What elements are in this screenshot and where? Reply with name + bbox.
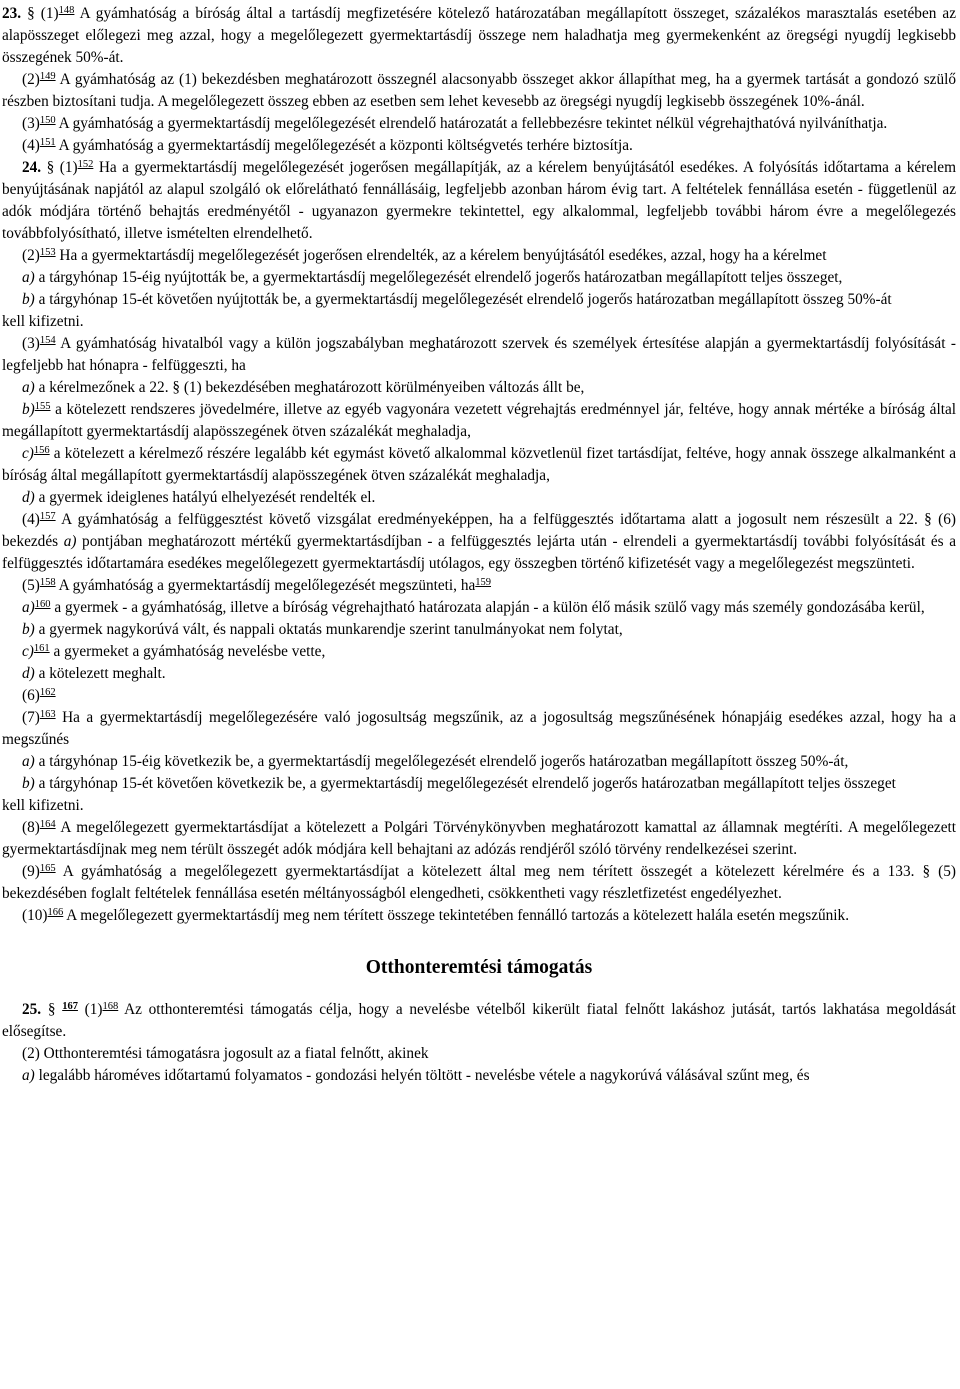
point-label: b): [22, 401, 35, 418]
paragraph: [2, 751, 956, 773]
point-label: b): [22, 775, 35, 792]
paragraph-text: a tárgyhónap 15-éig következik be, a gyermektartásdíj megelőlegezését elrendelő jogerős határozatban megállapított összeg 50%-át,: [34, 753, 849, 770]
footnote-link[interactable]: 166: [47, 907, 64, 918]
paragraph-text: a kötelezett meghalt.: [34, 665, 166, 682]
point-label: a): [22, 753, 35, 770]
paragraph-text: a gyermek nagykorúvá vált, és nappali oktatás munkarendje szerint tanulmányokat nem folytat,: [34, 621, 623, 638]
paragraph: [2, 509, 956, 575]
paragraph-text: a kötelezett rendszeres jövedelmére, illetve az egyéb vagyonára vezetett végrehajtás eredménnyel jár, feltéve, hogy annak mértéke a bíróság által megállapított gyermektartásdíj alapösszegének ötven százalékát meghaladja,: [2, 401, 956, 440]
point-label: d): [22, 489, 35, 506]
paragraph-text: a kérelmezőnek a 22. § (1) bekezdésében meghatározott körülményeiben változás állt be,: [34, 379, 585, 396]
paragraph: [2, 707, 956, 751]
paragraph-text: A gyámhatóság a gyermektartásdíj megelőlegezését elrendelő határozatát a fellebbezésre tekintet nélkül végrehajthatóvá nyilváníthatja.: [55, 115, 888, 132]
paragraph-text: (1): [77, 1001, 103, 1018]
paragraph-text: (5): [22, 577, 40, 594]
paragraph-text: Ha a gyermektartásdíj megelőlegezését jogerősen megállapítják, az a kérelem benyújtásától esedékes. A folyósítás időtartama a kérelem benyújtásának napjától az alapul szolgáló ok előrelátható fennállásáig, legfeljebb azonban három évig tart. A feltételek fennállása esetén - függetlenül az adók módjára történő behajtás eredményétől - ugyanazon gyermekre tekintettel, egy alkalommal, legfeljebb további három évre a megelőlegezés továbbfolyósítható, illetve ismételten elrendelhető.: [2, 159, 956, 242]
footnote-link[interactable]: 151: [39, 137, 56, 148]
paragraph-text: A gyámhatóság a megelőlegezett gyermektartásdíjat a kötelezett által meg nem térített összegét a kötelezett kérelmére és a 133. § (5) bekezdésében foglalt feltételek fennállása esetén méltányosságból elengedheti, csökkentheti vagy részletfizetést engedélyezhet.: [2, 863, 956, 902]
footnote-link[interactable]: 167: [62, 1001, 78, 1012]
paragraph-text: a tárgyhónap 15-éig nyújtották be, a gyermektartásdíj megelőlegezését elrendelő jogerős határozatban megállapított teljes összeget,: [34, 269, 843, 286]
paragraph: [2, 333, 956, 377]
point-label: a): [22, 379, 35, 396]
paragraph-text: A gyámhatóság hivatalból vagy a külön jogszabályban meghatározott szervek és személyek értesítése alapján a gyermektartásdíj folyósítását - legfeljebb hat hónapra - felfüggeszti, ha: [2, 335, 956, 374]
paragraph-text: Az otthonteremtési támogatás célja, hogy a nevelésbe vételből kikerült fiatal felnőtt lakáshoz jutását, tartós lakhatása megoldását elősegítse.: [2, 1001, 956, 1040]
section-number: 25.: [22, 1001, 48, 1018]
paragraph: [2, 377, 956, 399]
point-label: b): [22, 291, 35, 308]
paragraph-text: legalább hároméves időtartamú folyamatos - gondozási helyén töltött - nevelésbe vétele a nagykorúvá válásával szűnt meg, és: [34, 1067, 810, 1084]
paragraph: [2, 245, 956, 267]
paragraph: [2, 685, 956, 707]
paragraph: [2, 157, 956, 245]
paragraph-text: § (1): [27, 5, 59, 22]
paragraph-text: a gyermek ideiglenes hatályú elhelyezését rendelték el.: [34, 489, 376, 506]
paragraph-text: kell kifizetni.: [2, 313, 84, 330]
paragraph: [2, 311, 956, 333]
paragraph: [2, 487, 956, 509]
paragraph-text: a kötelezett a kérelmező részére legalább két egymást követő alkalommal közvetlenül fizet tartásdíjat, feltéve, hogy annak összege alkalmanként a bíróság által megállapított gyermektartásdíj alapösszegének ötven százalékát meghaladja,: [2, 445, 956, 484]
point-label: d): [22, 665, 35, 682]
point-label: a): [63, 533, 77, 550]
footnote-link[interactable]: 152: [77, 159, 94, 170]
paragraph: [2, 641, 956, 663]
footnote-link[interactable]: 160: [34, 599, 51, 610]
paragraph-text: A gyámhatóság a gyermektartásdíj megelőlegezését a központi költségvetés terhére biztosítja.: [55, 137, 633, 154]
footnote-link[interactable]: 150: [39, 115, 56, 126]
paragraph: [2, 619, 956, 641]
footnote-link[interactable]: 168: [102, 1001, 119, 1012]
paragraph: [2, 289, 956, 311]
point-label: c): [22, 445, 34, 462]
paragraph-text: A gyámhatóság a felfüggesztést követő vizsgálat eredményeképpen, ha a felfüggesztés időtartama alatt a jogosult nem részesült a 22. § (6) bekezdés: [2, 511, 956, 550]
section-23-24: [2, 3, 956, 927]
paragraph: [2, 113, 956, 135]
paragraph-text: (4): [22, 137, 40, 154]
paragraph-text: §: [47, 1001, 63, 1018]
paragraph: [2, 443, 956, 487]
paragraph-text: (7): [22, 709, 40, 726]
paragraph-text: pontjában meghatározott mértékű gyermektartásdíjban - a felfüggesztés lejárta után - elrendeli a gyermektartásdíj további folyósítását és a felfüggesztés időtartamára esedékes megelőlegezett gyermektartásdíj utólagos, egy összegben történő kifizetését vagy a megelőlegezést megszünteti.: [2, 533, 956, 572]
paragraph: [2, 795, 956, 817]
footnote-link[interactable]: 155: [34, 401, 51, 412]
paragraph: [2, 69, 956, 113]
footnote-link[interactable]: 154: [39, 335, 56, 346]
section-heading: Otthonteremtési támogatás: [365, 957, 593, 978]
footnote-link[interactable]: 149: [39, 71, 56, 82]
point-label: a): [22, 269, 35, 286]
footnote-link[interactable]: 164: [39, 819, 56, 830]
paragraph-text: a tárgyhónap 15-ét követően nyújtották be, a gyermektartásdíj megelőlegezését elrendelő jogerős határozatban megállapított összeg 50%-át: [34, 291, 892, 308]
paragraph: [2, 267, 956, 289]
paragraph: [2, 663, 956, 685]
point-label: b): [22, 621, 35, 638]
point-label: a): [22, 599, 35, 616]
section-number: 24.: [22, 159, 47, 176]
paragraph-text: A megelőlegezett gyermektartásdíjat a kötelezett a Polgári Törvénykönyvben meghatározott kamattal az államnak megtéríti. A megelőlegezett gyermektartásdíjnak meg nem térült összegét adók módjára kell behajtani az adózás rendjéről szóló törvény rendelkezései szerint.: [2, 819, 956, 858]
footnote-link[interactable]: 162: [39, 687, 56, 698]
paragraph: [2, 575, 956, 597]
paragraph-text: (3): [22, 335, 40, 352]
footnote-link[interactable]: 163: [39, 709, 56, 720]
paragraph: [2, 1043, 956, 1065]
paragraph: [2, 135, 956, 157]
paragraph-text: (6): [22, 687, 40, 704]
paragraph-text: A gyámhatóság a bíróság által a tartásdíj megfizetésére kötelező határozatában megállapított összeget, százalékos marasztalás esetében az alapösszeget előlegezi meg azzal, hogy a megelőlegezett gyermektartásdíj összege nem haladhatja meg gyermekenként az öregségi nyugdíj legkisebb összegének 50%-át.: [2, 5, 956, 66]
footnote-link[interactable]: 156: [33, 445, 50, 456]
footnote-link[interactable]: 153: [39, 247, 56, 258]
paragraph: [2, 861, 956, 905]
paragraph-text: (9): [22, 863, 40, 880]
paragraph-text: (8): [22, 819, 40, 836]
paragraph-text: A megelőlegezett gyermektartásdíj meg nem térített összege tekintetében fennálló tartozás a kötelezett halála esetén megszűnik.: [63, 907, 850, 924]
section-25: [2, 999, 956, 1087]
footnote-link[interactable]: 148: [58, 5, 75, 16]
section-number: 23.: [2, 5, 28, 22]
paragraph-text: A gyámhatóság a gyermektartásdíj megelőlegezését megszünteti, ha: [55, 577, 476, 594]
paragraph: [2, 597, 956, 619]
paragraph-text: a tárgyhónap 15-ét követően következik be, a gyermektartásdíj megelőlegezését elrendelő jogerős határozatban megállapított teljes összeget: [34, 775, 896, 792]
paragraph-text: A gyámhatóság az (1) bekezdésben meghatározott összegnél alacsonyabb összeget akkor állapíthat meg, ha a gyermek tartását a gondozó szülő részben biztosítani tudja. A megelőlegezett összeg ebben az esetben sem lehet kevesebb az öregségi nyugdíj legkisebb összegének 10%-ánál.: [2, 71, 956, 110]
paragraph: [2, 399, 956, 443]
paragraph-text: a gyermeket a gyámhatóság nevelésbe vette,: [49, 643, 326, 660]
paragraph-text: (2): [22, 71, 40, 88]
paragraph-text: a gyermek - a gyámhatóság, illetve a bíróság végrehajtható határozata alapján - a külön élő másik szülő vagy más személy gondozásába kerül,: [50, 599, 925, 616]
paragraph-text: Ha a gyermektartásdíj megelőlegezését jogerősen elrendelték, az a kérelem benyújtásától esedékes, azzal, hogy ha a kérelmet: [55, 247, 827, 264]
point-label: c): [22, 643, 34, 660]
footnote-link[interactable]: 158: [39, 577, 56, 588]
paragraph: [2, 817, 956, 861]
paragraph: [2, 999, 956, 1043]
paragraph-text: (2) Otthonteremtési támogatásra jogosult az a fiatal felnőtt, akinek: [22, 1045, 429, 1062]
paragraph: [2, 905, 956, 927]
footnote-link[interactable]: 165: [39, 863, 56, 874]
paragraph-text: kell kifizetni.: [2, 797, 84, 814]
paragraph: [2, 3, 956, 69]
paragraph: [2, 1065, 956, 1087]
paragraph-text: (3): [22, 115, 40, 132]
paragraph-text: (2): [22, 247, 40, 264]
paragraph-text: Ha a gyermektartásdíj megelőlegezésére való jogosultság megszűnik, az a jogosultság megszűnésének hónapjáig esedékes azzal, hogy ha a megszűnés: [2, 709, 956, 748]
paragraph-text: (4): [22, 511, 40, 528]
footnote-link[interactable]: 159: [475, 577, 492, 588]
paragraph-text: (10): [22, 907, 48, 924]
footnote-link[interactable]: 157: [39, 511, 56, 522]
footnote-link[interactable]: 161: [33, 643, 50, 654]
paragraph-text: § (1): [46, 159, 78, 176]
paragraph: [2, 773, 956, 795]
point-label: a): [22, 1067, 35, 1084]
